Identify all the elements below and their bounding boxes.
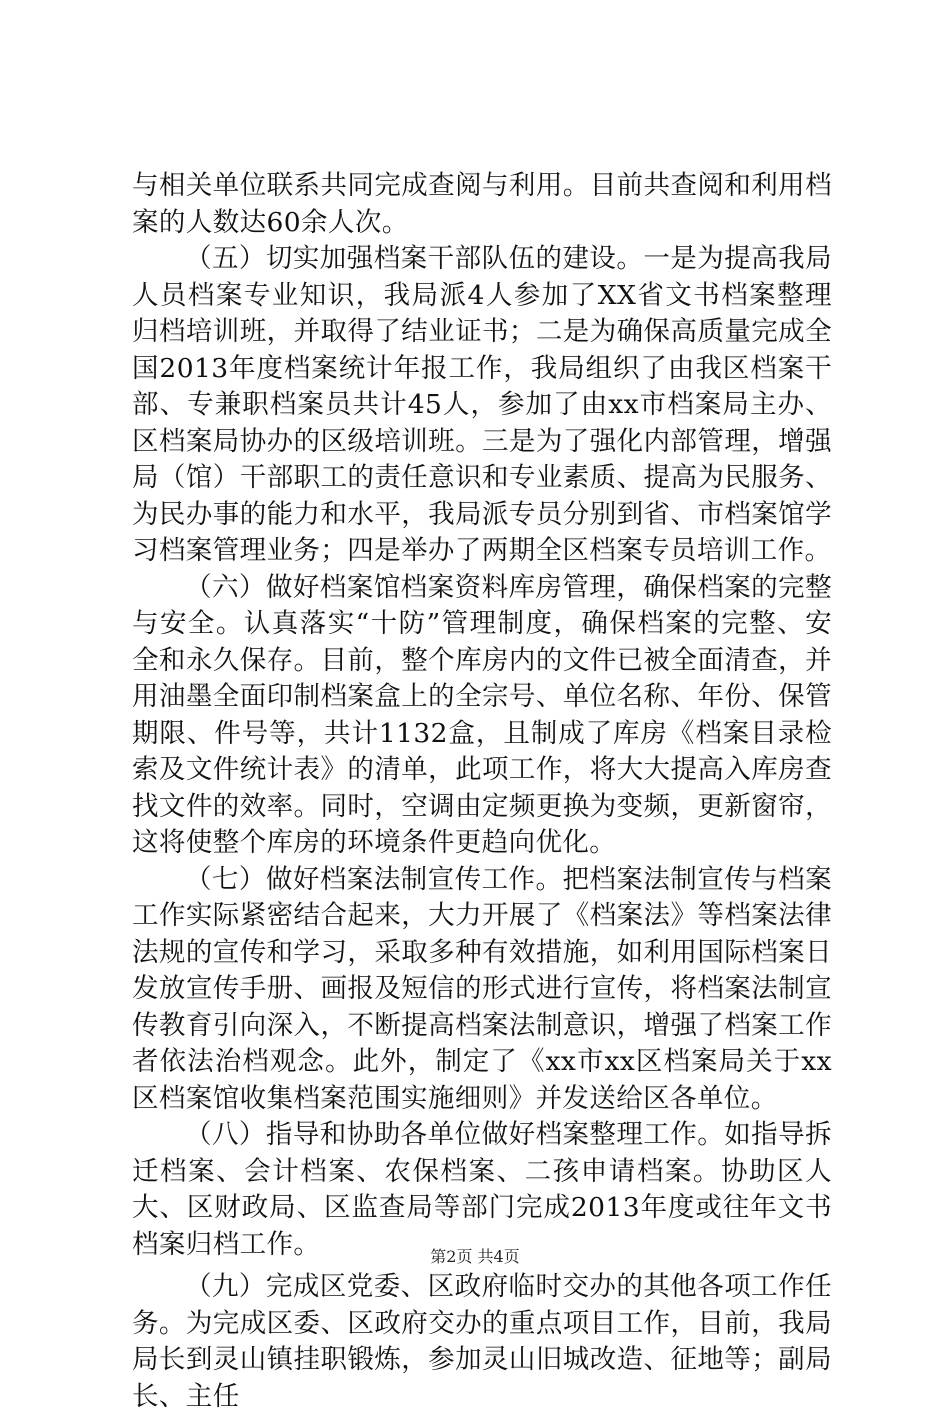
document-body xyxy=(132,168,832,1415)
paragraph-continuation: 与相关单位联系共同完成查阅与利用。目前共查阅和利用档案的人数达60余人次。 xyxy=(132,170,832,238)
paragraph-section-8: （八）指导和协助各单位做好档案整理工作。如指导拆迁档案、会计档案、农保档案、二孩申请档案。协助区人大、区财政局、区监查局等部门完成2013年度或往年文书档案归档工作。 xyxy=(132,1119,832,1260)
paragraph-section-6: （六）做好档案馆档案资料库房管理，确保档案的完整与安全。认真落实“十防”管理制度，确保档案的完整、安全和永久保存。目前，整个库房内的文件已被全面清查，并用油墨全面印制档案盒上的全宗号、单位名称、年份、保管期限、件号等，共计1132盒，且制成了库房《档案目录检索及文件统计表》的清单，此项工作，将大大提高入库房查找文件的效率。同时，空调由定频更换为变频，更新窗帘，这将使整个库房的环境条件更趋向优化。 xyxy=(132,571,832,858)
paragraph-section-5: （五）切实加强档案干部队伍的建设。一是为提高我局人员档案专业知识，我局派4人参加了XX省文书档案整理归档培训班，并取得了结业证书；二是为确保高质量完成全国2013年度档案统计年报工作，我局组织了由我区档案干部、专兼职档案员共计45人，参加了由xx市档案局主办、区档案局协办的区级培训班。三是为了强化内部管理，增强局（馆）干部职工的责任意识和专业素质、提高为民服务、为民办事的能力和水平，我局派专员分别到省、市档案馆学习档案管理业务；四是举办了两期全区档案专员培训工作。 xyxy=(132,243,832,566)
paragraph-section-9: （九）完成区党委、区政府临时交办的其他各项工作任务。为完成区委、区政府交办的重点项目工作，目前，我局局长到灵山镇挂职锻炼，参加灵山旧城改造、征地等；副局长、主任 xyxy=(132,1271,832,1412)
page-number: 第2页 共4页 xyxy=(430,1247,520,1266)
paragraph-section-7: （七）做好档案法制宣传工作。把档案法制宣传与档案工作实际紧密结合起来，大力开展了《档案法》等档案法律法规的宣传和学习，采取多种有效措施，如利用国际档案日发放宣传手册、画报及短信的形式进行宣传，将档案法制宣传教育引向深入，不断提高档案法制意识，增强了档案工作者依法治档观念。此外，制定了《xx市xx区档案局关于xx区档案馆收集档案范围实施细则》并发送给区各单位。 xyxy=(132,863,832,1114)
